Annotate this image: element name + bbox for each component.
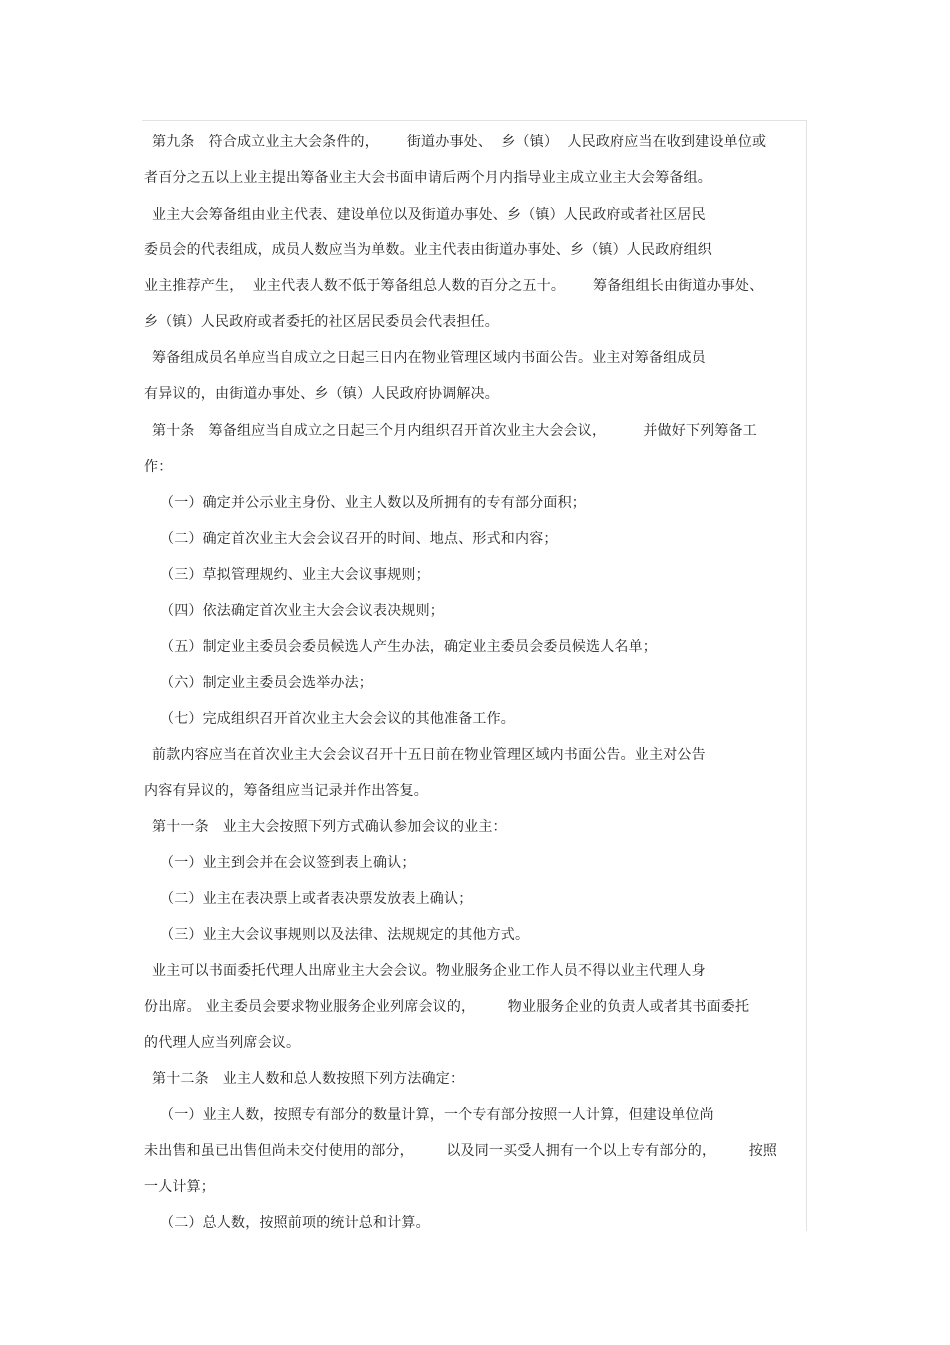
paragraph-line: 内容有异议的，筹备组应当记录并作出答复。 xyxy=(144,783,428,799)
list-item: （六）制定业主委员会选举办法； xyxy=(160,675,373,691)
paragraph-line: 前款内容应当在首次业主大会会议召开十五日前在物业管理区域内书面公告。业主对公告 xyxy=(152,747,706,763)
list-item: （一）确定并公示业主身份、业主人数以及所拥有的专有部分面积； xyxy=(160,495,586,511)
paragraph-line: 有异议的，由街道办事处、乡（镇）人民政府协调解决。 xyxy=(144,386,499,402)
paragraph-line: 一人计算； xyxy=(144,1179,215,1195)
paragraph-line: 乡（镇）人民政府或者委托的社区居民委员会代表担任。 xyxy=(144,314,499,330)
paragraph-line: 业主可以书面委托代理人出席业主大会会议。物业服务企业工作人员不得以业主代理人身 xyxy=(152,963,706,979)
list-item: （五）制定业主委员会委员候选人产生办法，确定业主委员会委员候选人名单； xyxy=(160,639,657,655)
article-10-line-2: 作： xyxy=(144,459,173,475)
list-item: （二）业主在表决票上或者表决票发放表上确认； xyxy=(160,891,473,907)
list-item: （四）依法确定首次业主大会会议表决规则； xyxy=(160,603,444,619)
paragraph-line: 筹备组成员名单应当自成立之日起三日内在物业管理区域内书面公告。业主对筹备组成员 xyxy=(152,350,706,366)
article-9-line-1: 第九条 符合成立业主大会条件的， 街道办事处、 乡（镇） 人民政府应当在收到建设单位或 xyxy=(152,134,767,150)
article-12-line-1: 第十二条 业主人数和总人数按照下列方法确定： xyxy=(152,1071,465,1087)
paragraph-line: 业主推荐产生， 业主代表人数不低于筹备组总人数的百分之五十。 筹备组组长由街道办事处、 xyxy=(144,278,764,294)
list-item: （一）业主到会并在会议签到表上确认； xyxy=(160,855,416,871)
list-item: （一）业主人数，按照专有部分的数量计算，一个专有部分按照一人计算，但建设单位尚 xyxy=(160,1107,714,1123)
list-item: （二）总人数，按照前项的统计总和计算。 xyxy=(160,1215,430,1231)
list-item: （三）草拟管理规约、业主大会议事规则； xyxy=(160,567,430,583)
list-item: （三）业主大会议事规则以及法律、法规规定的其他方式。 xyxy=(160,927,530,943)
list-item: （七）完成组织召开首次业主大会会议的其他准备工作。 xyxy=(160,711,515,727)
paragraph-line: 委员会的代表组成，成员人数应当为单数。业主代表由街道办事处、乡（镇）人民政府组织 xyxy=(144,242,712,258)
paragraph-line: 份出席。 业主委员会要求物业服务企业列席会议的， 物业服务企业的负责人或者其书面委托 xyxy=(144,999,750,1015)
paragraph-line: 业主大会筹备组由业主代表、建设单位以及街道办事处、乡（镇）人民政府或者社区居民 xyxy=(152,207,706,223)
article-11-line-1: 第十一条 业主大会按照下列方式确认参加会议的业主： xyxy=(152,819,507,835)
paragraph-line: 的代理人应当列席会议。 xyxy=(144,1035,301,1051)
list-item: （二）确定首次业主大会会议召开的时间、地点、形式和内容； xyxy=(160,531,558,547)
article-9-line-2: 者百分之五以上业主提出筹备业主大会书面申请后两个月内指导业主成立业主大会筹备组。 xyxy=(144,170,712,186)
article-10-line-1: 第十条 筹备组应当自成立之日起三个月内组织召开首次业主大会会议， 并做好下列筹备工 xyxy=(152,423,757,439)
paragraph-line: 未出售和虽已出售但尚未交付使用的部分， 以及同一买受人拥有一个以上专有部分的， 按照 xyxy=(144,1143,778,1159)
